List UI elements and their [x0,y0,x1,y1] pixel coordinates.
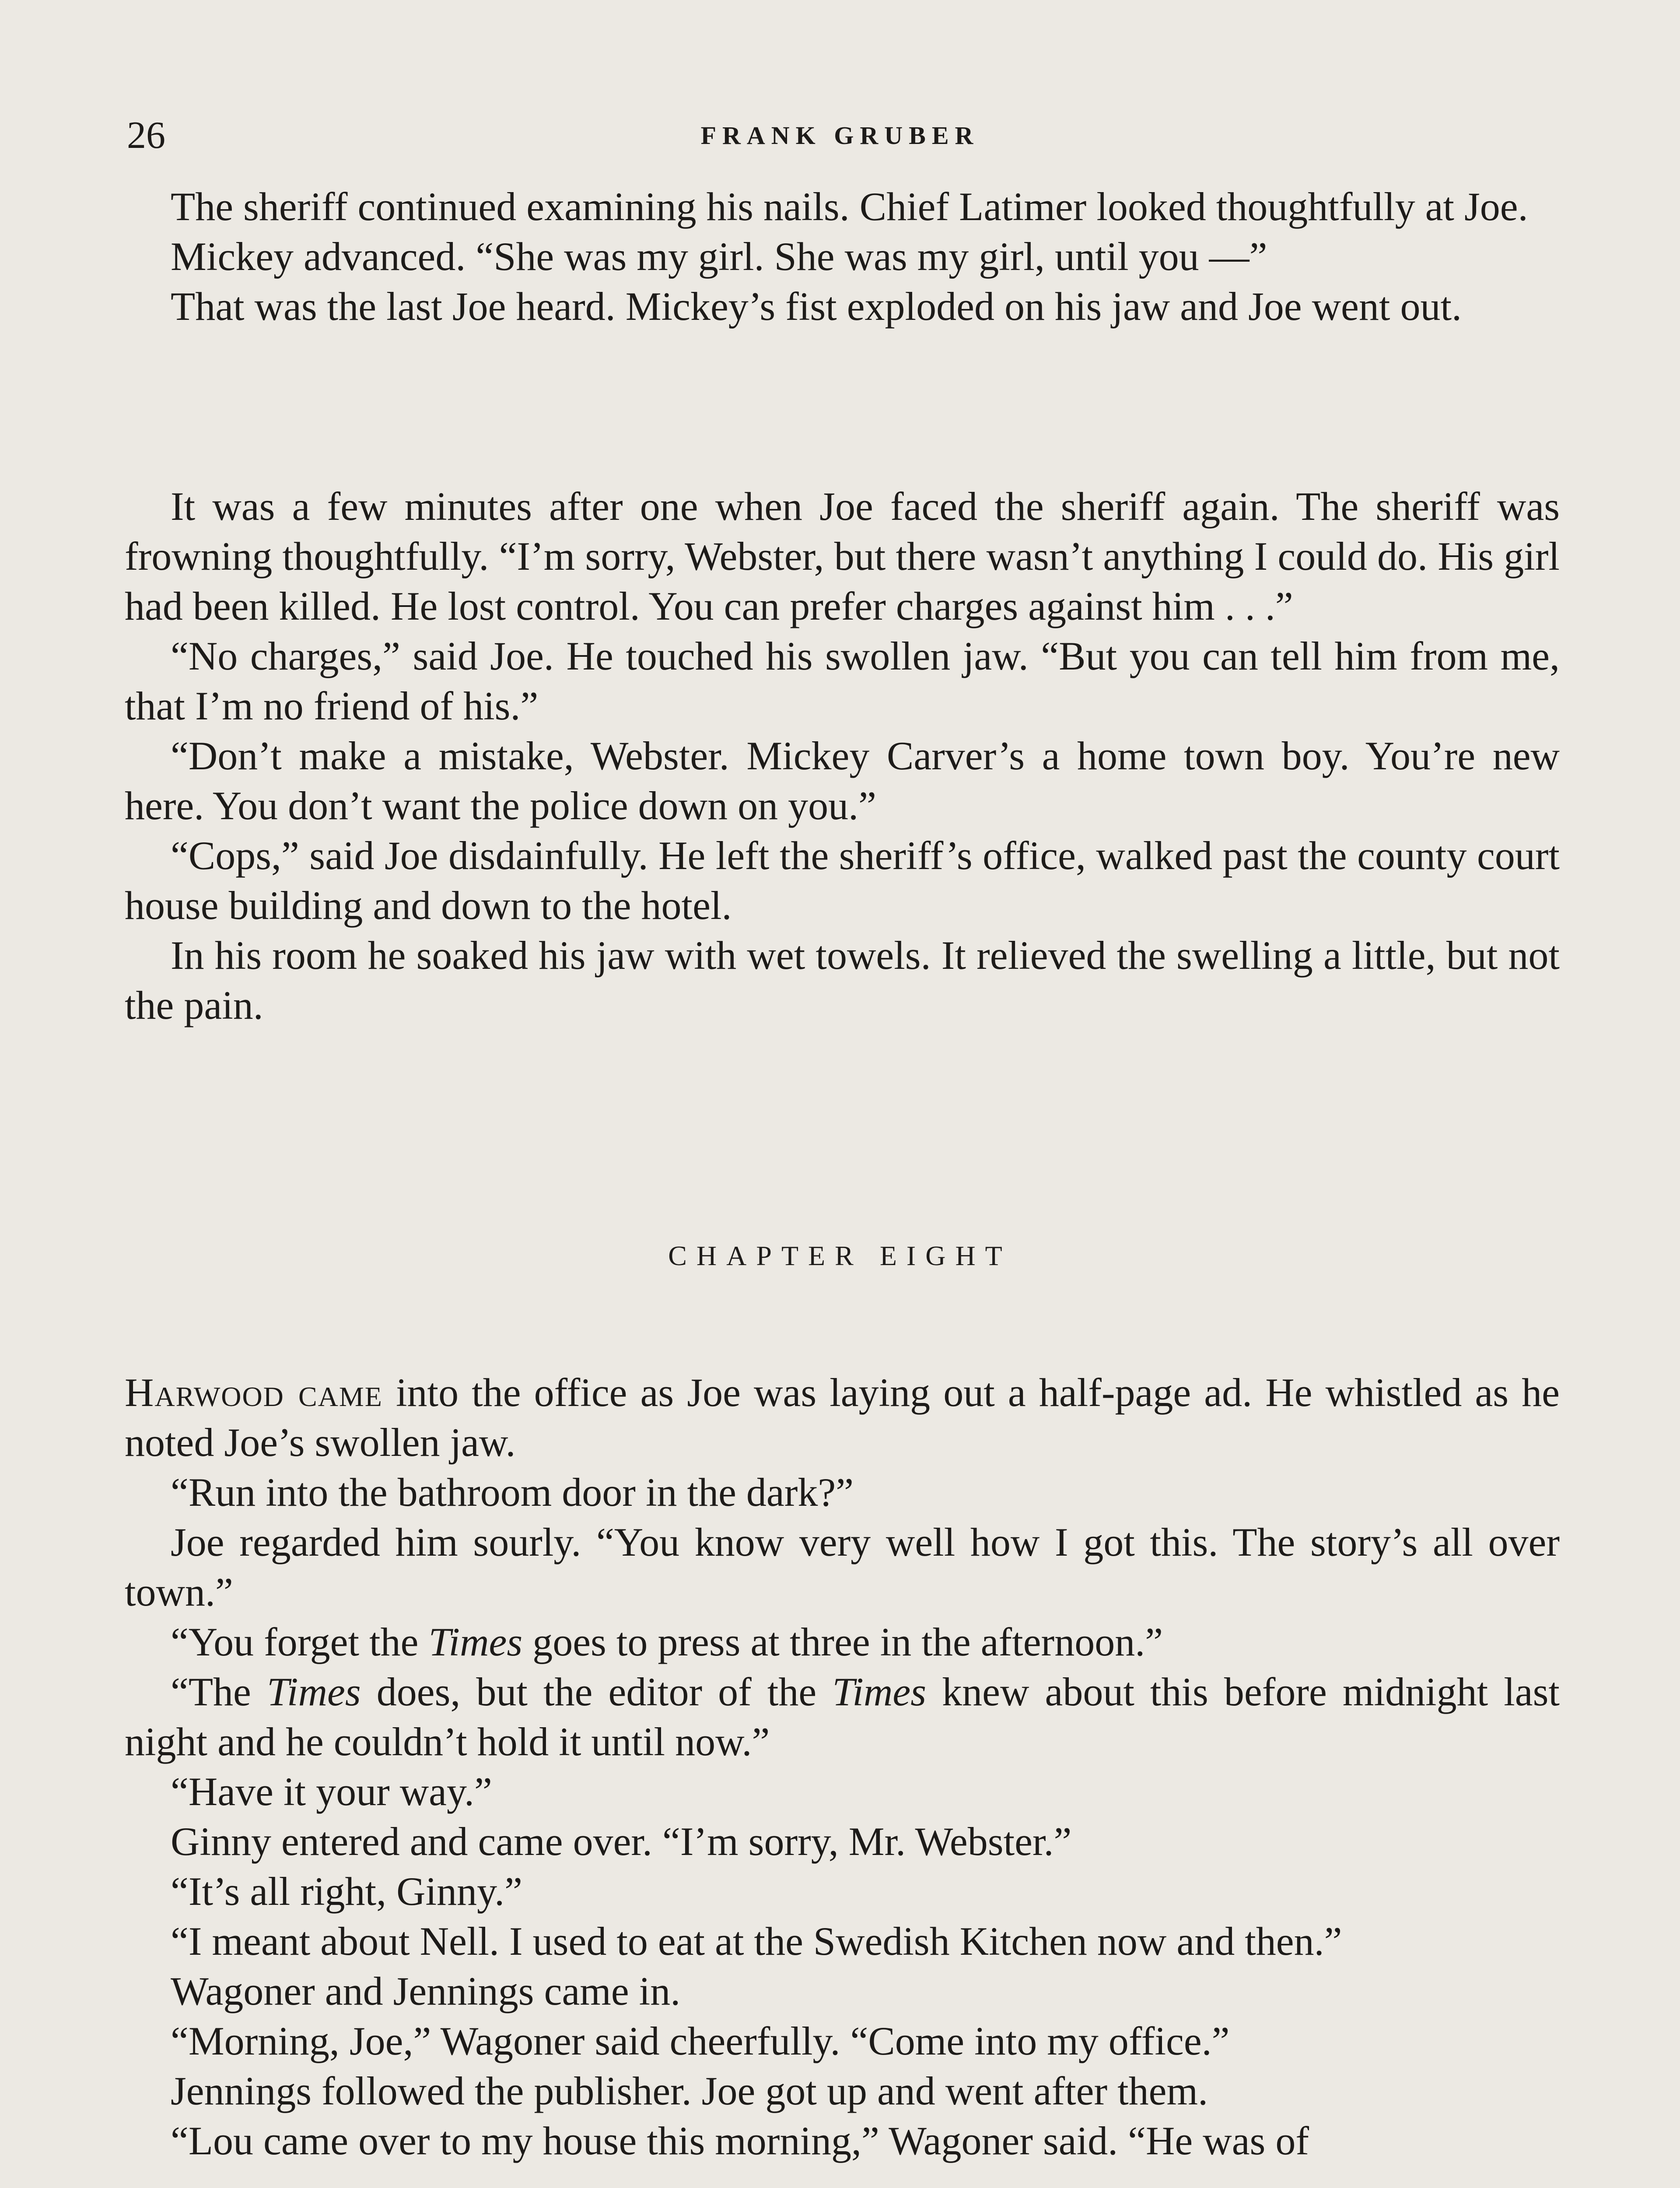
paragraph: Joe regarded him sourly. “You know very well how I got this. The story’s all over town.” [125,1520,1560,1614]
paragraph: Ginny entered and came over. “I’m sorry, Mr. Webster.” [171,1819,1072,1864]
paragraph: “Cops,” said Joe disdainfully. He left the sheriff’s office, walked past the county court house building and down to the hotel. [125,833,1560,928]
paragraph: “I meant about Nell. I used to eat at the Swedish Kitchen now and then.” [171,1919,1342,1964]
paragraph-times-2 [125,1667,1560,1767]
italic-newspaper-name: Times [832,1669,927,1714]
paragraph: “Don’t make a mistake, Webster. Mickey Carver’s a home town boy. You’re new here. You don’t want the police down on you.” [125,733,1560,828]
opening-smallcaps: Harwood came [125,1370,383,1415]
paragraph: “Have it your way.” [171,1769,492,1814]
running-head [0,109,1680,162]
paragraph: “Morning, Joe,” Wagoner said cheerfully. “Come into my office.” [171,2019,1230,2063]
text-run: knew about this before midnight last night and he couldn’t hold it until now.” [125,1669,1560,1764]
text-run: “The [171,1669,267,1714]
paragraph: “No charges,” said Joe. He touched his swollen jaw. “But you can tell him from me, that I’m no friend of his.” [125,634,1560,728]
opening-text: into the office as Joe was laying out a half-page ad. He whistled as he noted Joe’s swollen jaw. [125,1370,1560,1465]
italic-newspaper-name: Times [266,1669,361,1714]
running-title: FRANK GRUBER [700,121,980,150]
paragraph: Wagoner and Jennings came in. [171,1969,681,2013]
text-block-scene-end [125,182,1560,331]
text-block-sheriff-office [125,481,1560,1030]
paragraph: The sheriff continued examining his nails. Chief Latimer looked thoughtfully at Joe. [171,184,1528,229]
paragraph: “It’s all right, Ginny.” [171,1869,522,1914]
text-run: “You forget the [171,1620,429,1664]
paragraph: “Lou came over to my house this morning,” Wagoner said. “He was of [171,2118,1309,2163]
text-block-chapter-eight [125,1368,1560,2166]
italic-newspaper-name: Times [428,1620,523,1664]
page-number: 26 [127,114,165,157]
paragraph-times-1 [125,1617,1560,1667]
text-run: goes to press at three in the afternoon.” [522,1620,1163,1664]
paragraph: Jennings followed the publisher. Joe got up and went after them. [171,2069,1208,2113]
paragraph: In his room he soaked his jaw with wet towels. It relieved the swelling a little, but not the pain. [125,933,1560,1027]
paragraph: It was a few minutes after one when Joe faced the sheriff again. The sheriff was frowning thoughtfully. “I’m sorry, Webster, but there wasn’t anything I could do. His girl had been killed. He lost control. You can prefer charges against him . . .” [125,484,1560,628]
text-run: does, but the editor of the [360,1669,833,1714]
paragraph: “Run into the bathroom door in the dark?” [171,1470,854,1515]
paragraph: That was the last Joe heard. Mickey’s fist exploded on his jaw and Joe went out. [171,284,1462,329]
paragraph: Mickey advanced. “She was my girl. She was my girl, until you —” [171,234,1267,279]
chapter-heading: CHAPTER EIGHT [668,1240,1012,1271]
chapter-opening-paragraph [125,1368,1560,1467]
